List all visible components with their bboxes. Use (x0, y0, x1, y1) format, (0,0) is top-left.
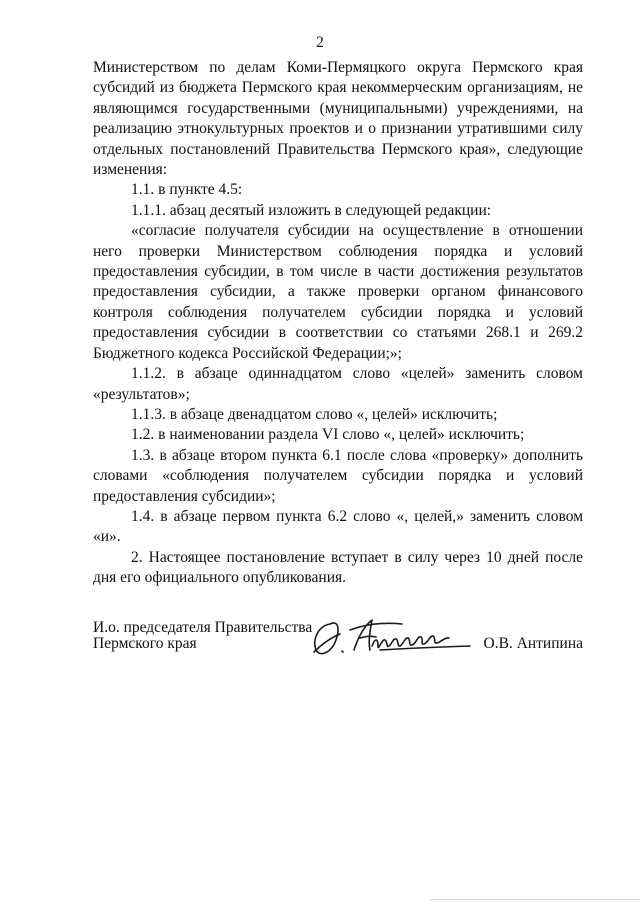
paragraph: 1.4. в абзаце первом пункта 6.2 слово «, целей,» заменить словом «и». (93, 507, 583, 546)
paragraph: 1.2. в наименовании раздела VI слово «, целей» исключить; (131, 426, 525, 444)
signatory-title: И.о. председателя Правительства Пермского края (93, 619, 313, 652)
paragraph: 2. Настоящее постановление вступает в силу через 10 дней после дня его официального опубликования. (93, 548, 583, 587)
paragraph: 1.1. в пункте 4.5: (131, 181, 243, 199)
signature-block (93, 620, 583, 664)
paragraph: 1.1.2. в абзаце одиннадцатом слово «целей» заменить словом «результатов»; (93, 365, 583, 403)
scan-edge-artifact (430, 899, 640, 900)
paragraph: Министерством по делам Коми-Пермяцкого округа Пермского края субсидий из бюджета Пермского края некоммерческим организациям, не являющимся государственными (муниципальными) учреждениями, на реализацию этнокультурных проектов и о признании утратившими силу отдельных постановлений Правительства Пермского края», следующие изменения: (93, 59, 583, 179)
paragraph: «согласие получателя субсидии на осуществление в отношении него проверки Министерством соблюдения порядка и условий предоставления субсидии, в том числе в части достижения результатов предоставления субсидии, а также проверки органом финансового контроля соблюдения получателем субсидии порядка и условий предоставления субсидии в соответствии со статьями 268.1 и 269.2 Бюджетного кодекса Российской Федерации;»; (93, 222, 583, 362)
document-body (93, 58, 583, 589)
signatory-name: О.В. Антипина (483, 635, 583, 652)
paragraph: 1.1.3. в абзаце двенадцатом слово «, целей» исключить; (131, 405, 498, 423)
handwritten-signature (310, 614, 490, 658)
page-number: 2 (316, 34, 324, 51)
paragraph: 1.1.1. абзац десятый изложить в следующей редакции: (131, 201, 492, 219)
paragraph: 1.3. в абзаце втором пункта 6.1 после слова «проверку» дополнить словами «соблюдения получателем субсидии порядка и условий предоставления субсидии»; (93, 446, 583, 505)
